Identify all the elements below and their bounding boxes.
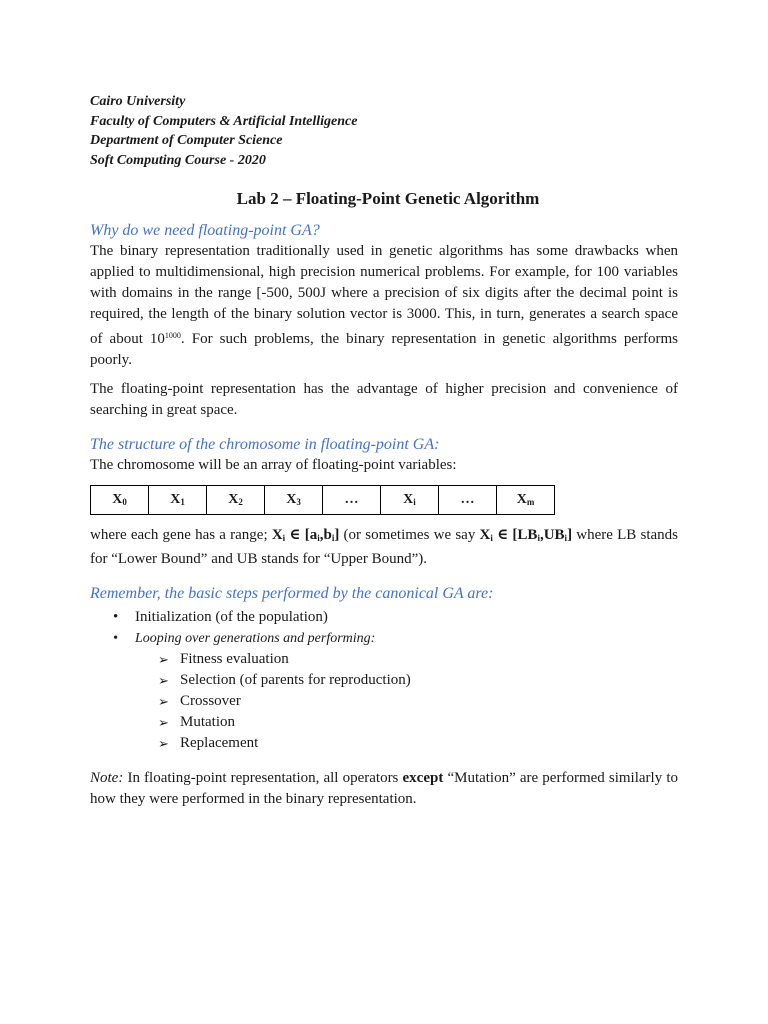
bullet-icon: • (113, 631, 118, 646)
ga-steps-list (90, 607, 678, 754)
arrow-bullet-icon: ➢ (158, 673, 169, 688)
document-page (90, 92, 678, 810)
section-heading-why-floating-point: Why do we need floating-point GA? (90, 222, 320, 239)
chromosome-table (90, 485, 555, 515)
gene-cell-ellipsis: … (439, 486, 497, 515)
document-title: Lab 2 – Floating-Point Genetic Algorithm (236, 189, 540, 208)
section-heading-ga-steps: Remember, the basic steps performed by the canonical GA are: (90, 585, 494, 602)
university-name: Cairo University (90, 94, 186, 109)
document-header (90, 92, 678, 170)
arrow-bullet-icon: ➢ (158, 652, 169, 667)
paragraph-chromosome-intro: The chromosome will be an array of floating-point variables: (90, 457, 457, 473)
list-item: ➢ Crossover (135, 691, 678, 712)
section-heading-chromosome-structure: The structure of the chromosome in floating-point GA: (90, 436, 440, 453)
arrow-bullet-icon: ➢ (158, 736, 169, 751)
gene-cell: $X_1$ (149, 486, 207, 515)
note-emphasis: except (402, 770, 444, 786)
paragraph-binary-drawbacks (90, 241, 678, 371)
gene-cell: $X_m$ (497, 486, 555, 515)
course-name: Soft Computing Course - 2020 (90, 152, 266, 168)
bullet-icon: • (113, 609, 119, 625)
ga-sub-steps-list (135, 649, 678, 754)
arrow-bullet-icon: ➢ (158, 694, 169, 709)
gene-cell-ellipsis: … (323, 486, 381, 515)
note-paragraph: Note: In floating-point representation, all operators except “Mutation” are performed similarly to how they were performed in the binary representation. (90, 770, 678, 807)
gene-cell: $X_3$ (265, 486, 323, 515)
list-item: ➢ Mutation (135, 712, 678, 733)
arrow-bullet-icon: ➢ (158, 715, 169, 730)
exponent-superscript: 1000 (164, 331, 181, 340)
gene-cell: $X_2$ (207, 486, 265, 515)
faculty-name: Faculty of Computers & Artificial Intelligence (90, 113, 358, 129)
list-item: • Initialization (of the population) (90, 607, 678, 628)
note-label: Note: (90, 770, 124, 786)
gene-cell: $X_0$ (91, 486, 149, 515)
paragraph-gene-range: where each gene has a range; $X_i$ ∈ $[a_i,b_i]$ (or sometimes we say $X_i$ ∈ $[LB_i,UB_i]$ where LB stands for “Lower Bound” and UB stands for “Upper Bound”). (90, 527, 679, 567)
gene-cell: $X_i$ (381, 486, 439, 515)
department-name: Department of Computer Science (90, 133, 283, 148)
paragraph-floating-point-advantage: The floating-point representation has the advantage of higher precision and convenience of searching in great space. (90, 381, 678, 418)
chromosome-row (91, 486, 555, 515)
list-item: ➢ Selection (of parents for reproduction) (135, 670, 678, 691)
list-item: ➢ Fitness evaluation (135, 649, 678, 670)
list-item: ➢ Replacement (135, 733, 678, 754)
list-item: • Looping over generations and performing: ➢ Fitness evaluation ➢ Selection (of parents for reproduction) ➢ Crossover ➢ Mutation ➢ Replacement (90, 628, 678, 754)
paragraph-binary-drawbacks-tail: . For such problems, the binary representation in genetic algorithms performs poorly. (90, 331, 678, 368)
paragraph-binary-drawbacks-text: The binary representation traditionally used in genetic algorithms has some drawbacks when applied to multidimensional, high precision numerical problems. For example, for 100 variables with domains in the range [-500, 500J where a precision of six digits after the decimal point is required, the length of the binary solution vector is 3000. This, in turn, generates a search space of about 10 (90, 243, 678, 347)
